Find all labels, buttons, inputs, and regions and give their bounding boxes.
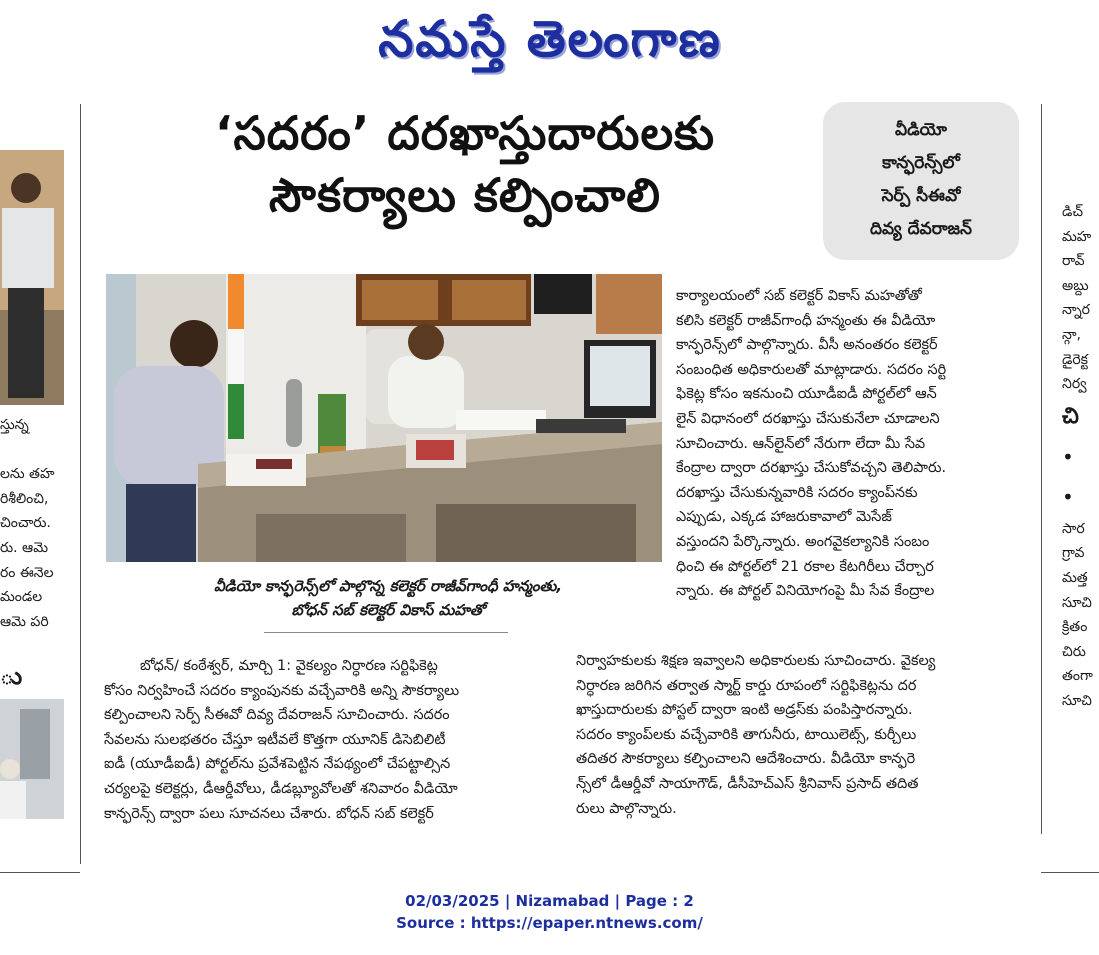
strip-right-line: నిర్వ bbox=[1062, 376, 1087, 393]
strip-left-line: ఆమె పరి bbox=[0, 613, 49, 630]
strip-right-line: సూచి bbox=[1062, 692, 1092, 709]
strip-right-line: డైరెక్ట bbox=[1062, 351, 1088, 368]
strip-left-line: స్తున్న bbox=[0, 417, 29, 433]
body-line: సదరం క్యాంప్‌లకు వచ్చేవారికి తాగునీరు, టాయిలెట్స్, కుర్చీలు bbox=[576, 726, 917, 743]
bottom-rule-right bbox=[1041, 872, 1099, 873]
body-line: ఖాస్తుదారులకు పోస్టల్ ద్వారా ఇంటి అడ్రస్‌కు పంపిస్తారన్నారు. bbox=[576, 702, 913, 719]
strip-left-line bbox=[0, 438, 64, 463]
body-line: ఐడీ (యూడీఐడీ) పోర్టల్‌ను ప్రవేశపెట్టిన నేపథ్యంలో చేపట్టాల్సిన bbox=[104, 756, 451, 773]
strip-right-line: సార bbox=[1062, 520, 1085, 537]
body-line: సేవలను సులభతరం చేస్తూ ఇటీవలే కొత్తగా యూనిక్ డిసెబిలిటీ bbox=[104, 731, 446, 748]
strip-right-line: సూచి bbox=[1062, 594, 1092, 611]
body-line: కలిసి కలెక్టర్ రాజీవ్‌గాంధీ హన్మంతు ఈ వీడియో bbox=[676, 312, 936, 329]
highlight-line: వీడియో bbox=[895, 120, 947, 140]
body-line: కల్పించాలని సెర్ప్ సీఈవో దివ్య దేవరాజన్ సూచించారు. సదరం bbox=[104, 707, 450, 724]
strip-right-bullet: • bbox=[1062, 484, 1074, 509]
page-footer bbox=[0, 890, 1099, 934]
neighbor-photo-left bbox=[0, 150, 64, 405]
body-line: ఎప్పుడు, ఎక్కడ హాజరుకావాలో మెసేజ్ bbox=[676, 509, 892, 526]
strip-right-line: న్గా, bbox=[1062, 326, 1081, 343]
strip-right-line: మత్త bbox=[1062, 569, 1088, 586]
caption-line-2: బోధన్ సబ్ కలెక్టర్ వికాస్ మహతో bbox=[291, 601, 485, 619]
strip-left-heading: ు bbox=[0, 661, 23, 690]
strip-left-line: చించారు. bbox=[0, 515, 51, 532]
strip-left-line bbox=[0, 634, 64, 659]
strip-left-line: లను తహ bbox=[0, 466, 55, 483]
body-line: న్స్‌లో డీఆర్డీవో సాయాగౌడ్, డీసీహెచ్‌ఎస్ శ్రీనివాస్ ప్రసాద్ తదిత bbox=[576, 775, 919, 792]
article-body-column-right-bottom bbox=[576, 649, 1024, 821]
strip-right-line: న్నార bbox=[1062, 302, 1090, 319]
caption-underline bbox=[264, 632, 508, 633]
body-line: కాన్ఫరెన్స్ ద్వారా పలు సూచనలు చేశారు. బోధన్ సబ్ కలెక్టర్ bbox=[104, 805, 434, 822]
body-line: నిర్ధారణ జరిగిన తర్వాత స్మార్ట్ కార్డు రూపంలో సర్టిఫికెట్లను దర bbox=[576, 677, 917, 694]
article-photo bbox=[106, 274, 662, 562]
highlight-line: దివ్య దేవరాజన్ bbox=[870, 219, 972, 239]
strip-right-line: అబ్దు bbox=[1062, 277, 1089, 294]
neighbor-article-right bbox=[1062, 200, 1099, 860]
strip-right-line: క్రితం bbox=[1062, 619, 1088, 636]
body-line: కోసం నిర్వహించే సదరం క్యాంపునకు వచ్చేవారికి అన్ని సౌకర్యాలు bbox=[104, 682, 460, 699]
strip-left-line: రం ఈనెల bbox=[0, 564, 54, 581]
strip-right-heading: చి bbox=[1062, 403, 1079, 429]
body-line: బోధన్/ కంఠేశ్వర్, మార్చి 1: వైకల్యం నిర్ధారణ సర్టిఫికెట్ల bbox=[140, 658, 438, 674]
body-line: కేంద్రాల ద్వారా దరఖాస్తు చేసుకోవచ్చని తెలిపారు. bbox=[676, 460, 947, 477]
column-rule-right bbox=[1041, 104, 1042, 834]
body-line: కాన్ఫరెన్స్‌లో పాల్గొన్నారు. వీసీ అనంతరం కలెక్టర్ bbox=[676, 337, 938, 354]
edition-info: 02/03/2025 | Nizamabad | Page : 2 bbox=[405, 892, 694, 910]
neighbor-photo-left-bottom bbox=[0, 699, 64, 819]
body-line: ధించి ఈ పోర్టల్‌లో 21 రకాల కేటగిరీలు చేర్చార bbox=[676, 558, 934, 575]
strip-left-line: మండల bbox=[0, 589, 43, 606]
strip-right-line: రావ్ bbox=[1062, 253, 1085, 270]
article-headline bbox=[110, 102, 820, 226]
body-line: చర్యలపై కలెక్టర్లు, డీఆర్డీవోలు, డీడబ్ల్యూవోలతో శనివారం వీడియో bbox=[104, 780, 458, 797]
strip-right-line: డిచ్ bbox=[1062, 204, 1083, 220]
source-link[interactable]: Source : https://epaper.ntnews.com/ bbox=[396, 914, 703, 932]
headline-line-2: సౌకర్యాలు కల్పించాలి bbox=[269, 168, 661, 222]
column-rule-left bbox=[80, 104, 81, 864]
body-line: ఫికెట్ల కోసం ఇకనుంచి యూడీఐడీ పోర్టల్‌లో ఆన్ bbox=[676, 386, 937, 403]
body-line: రులు పాల్గొన్నారు. bbox=[576, 800, 677, 817]
strip-left-line: రిశీలించి, bbox=[0, 490, 49, 507]
body-line: వస్తుందని పేర్కొన్నారు. అంగవైకల్యానికి సంబం bbox=[676, 533, 930, 550]
newspaper-masthead: నమస్తే తెలంగాణ bbox=[378, 10, 722, 68]
article-body-column-left bbox=[104, 654, 560, 826]
strip-right-line: గ్రావ bbox=[1062, 545, 1085, 562]
neighbor-article-left bbox=[0, 150, 64, 890]
photo-caption bbox=[140, 574, 636, 622]
office-photo-illustration bbox=[106, 274, 662, 562]
article-body-column-right-top bbox=[676, 284, 1024, 604]
strip-right-line: తంగా bbox=[1062, 668, 1093, 685]
body-line: కార్యాలయంలో సబ్ కలెక్టర్ వికాస్ మహతోతో bbox=[676, 288, 922, 304]
body-line: నిర్వాహకులకు శిక్షణ ఇవ్వాలని అధికారులకు సూచించారు. వైకల్య bbox=[576, 653, 936, 669]
strip-right-bullet: • bbox=[1062, 444, 1074, 469]
highlight-line: సెర్ప్ సీఈవో bbox=[881, 186, 961, 206]
body-line: దరఖాస్తు చేసుకున్నవారికి సదరం క్యాంప్‌నకు bbox=[676, 484, 918, 501]
strip-right-line: మహ bbox=[1062, 228, 1092, 245]
body-line: లైన్ విధానంలో దరఖాస్తు చేసుకునేలా చూడాలని bbox=[676, 410, 940, 427]
body-line: సూచించారు. ఆన్‌లైన్‌లో నేరుగా లేదా మీ సేవ bbox=[676, 435, 926, 452]
body-line: న్నారు. ఈ పోర్టల్ వినియోగంపై మీ సేవ కేంద్రాల bbox=[676, 583, 935, 600]
highlight-line: కాన్ఫరెన్స్‌లో bbox=[882, 153, 960, 173]
headline-line-1: ‘సదరం’ దరఖాస్తుదారులకు bbox=[215, 106, 715, 160]
body-line: తదితర సౌకర్యాలు కల్పించాలని ఆదేశించారు. వీడియో కాన్ఫరె bbox=[576, 751, 916, 768]
highlight-box bbox=[823, 102, 1019, 260]
strip-left-line: రు. ఆమె bbox=[0, 539, 49, 556]
strip-right-line: చిరు bbox=[1062, 643, 1086, 660]
caption-line-1: వీడియో కాన్ఫరెన్స్‌లో పాల్గొన్న కలెక్టర్ రాజీవ్‌గాంధీ హన్మంతు, bbox=[213, 577, 563, 595]
body-line: సంబంధిత అధికారులతో మాట్లాడారు. సదరం సర్టి bbox=[676, 361, 947, 378]
